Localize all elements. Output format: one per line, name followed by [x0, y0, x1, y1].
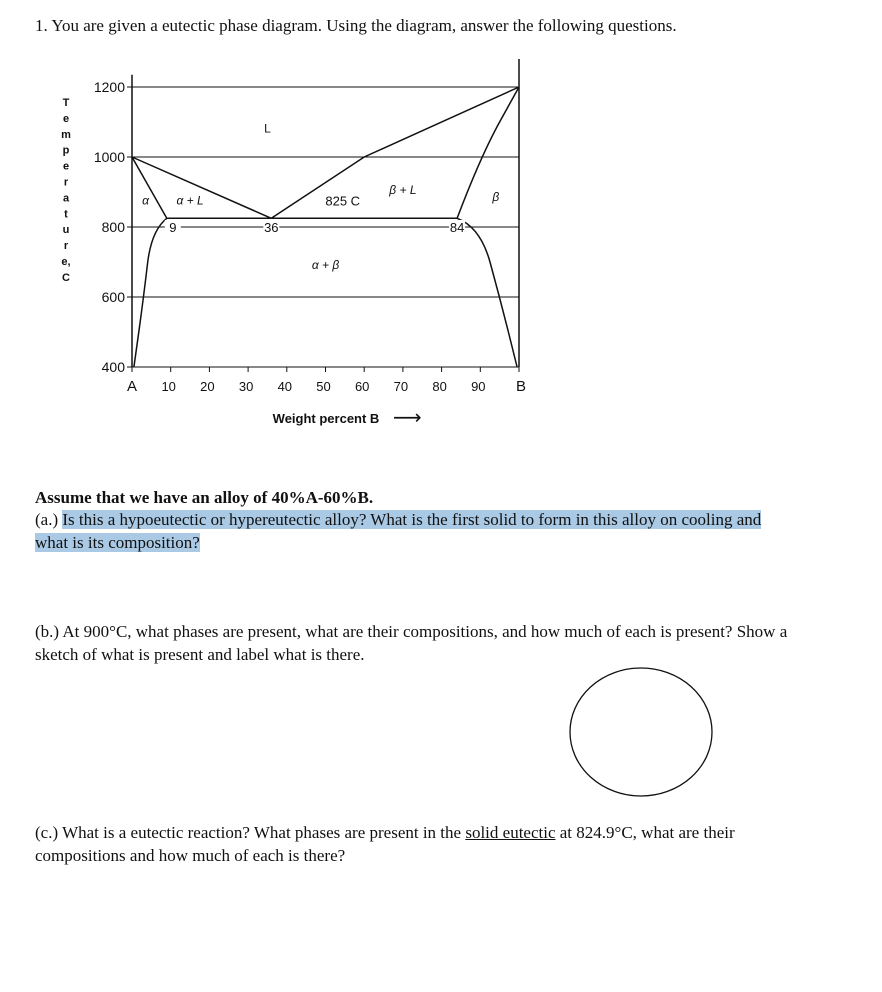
y-axis-label [61, 97, 71, 284]
x-tick-label: 70 [393, 379, 409, 394]
y-tick-label: 1200 [93, 79, 125, 95]
solvus-right [457, 218, 517, 367]
region-label: α + β [311, 258, 340, 272]
y-axis-label-letter: u [62, 224, 70, 237]
y-tick-label: 800 [101, 219, 125, 235]
sketch-circle [568, 666, 714, 798]
part-a [35, 508, 795, 554]
x-tick-label: A [126, 378, 138, 395]
axes [132, 59, 519, 367]
point-label: 9 [169, 220, 177, 235]
y-axis-label-letter: T [62, 97, 70, 109]
solid-eutectic-underlined: solid eutectic [465, 823, 556, 842]
liquidus-right [271, 87, 519, 218]
y-tick-label: 400 [101, 359, 125, 375]
part-c-text-after: at 824.9°C, what are their compositions and how much of each is there? [35, 823, 735, 865]
part-c-label: (c.) [35, 823, 59, 842]
region-label: β [492, 189, 500, 204]
y-axis-label-letter: p [62, 144, 70, 157]
liquidus-left [132, 157, 271, 218]
part-b [35, 620, 795, 666]
y-tick-label: 1000 [93, 149, 125, 165]
x-tick-label: 60 [354, 379, 370, 394]
y-axis-label-letter: r [63, 176, 69, 189]
y-axis-label-letter: e [62, 112, 70, 125]
y-tick-label: 600 [101, 289, 125, 305]
y-axis-label-letter: e [62, 160, 70, 173]
region-label: L [264, 121, 271, 136]
question-number: 1. [35, 16, 48, 35]
y-ticks [94, 79, 133, 375]
phase-diagram [0, 0, 882, 440]
x-tick-label: 90 [471, 379, 486, 394]
solidus-left [132, 157, 167, 218]
point-label: 84 [449, 220, 465, 235]
y-axis-label-letter: C [62, 271, 70, 284]
y-axis-label-letter: a [62, 192, 70, 205]
y-axis-label-letter: e, [61, 256, 71, 268]
region-label: α + L [176, 193, 204, 208]
y-axis-label-letter: r [63, 240, 69, 253]
part-c [35, 821, 795, 867]
x-tick-label: 40 [277, 379, 293, 394]
part-b-label: (b.) [35, 622, 60, 641]
solidus-right [457, 87, 519, 218]
part-c-text-before: What is a eutectic reaction? What phases are present in the [62, 823, 462, 842]
y-axis-label-letter: t [64, 208, 68, 221]
part-a-label: (a.) [35, 510, 59, 529]
point-label: 36 [264, 220, 279, 235]
alloy-assumption: Assume that we have an alloy of 40%A-60%B. [35, 488, 374, 507]
x-tick-label: 30 [238, 379, 254, 394]
x-tick-label: 80 [432, 379, 447, 394]
x-tick-label: 50 [316, 379, 331, 394]
y-axis-label-letter: m [61, 128, 71, 141]
eutectic-temperature-label: 825 C [325, 193, 361, 209]
x-ticks [127, 367, 526, 395]
question-text: You are given a eutectic phase diagram. Using the diagram, answer the following questions. [51, 16, 677, 35]
region-label: α [142, 193, 149, 208]
part-a-text: Is this a hypoeutectic or hypereutectic alloy? What is the first solid to form in this alloy on cooling and what is its composition? [35, 510, 762, 552]
x-tick-label: 20 [200, 379, 215, 394]
part-b-text: At 900°C, what phases are present, what are their compositions, and how much of each is present? Show a sketch of what is present and label what is there. [35, 622, 788, 664]
x-axis-label: Weight percent B [272, 411, 380, 426]
x-tick-label: 10 [161, 379, 176, 394]
x-tick-label: B [515, 378, 527, 395]
region-label: β + L [389, 182, 417, 197]
x-axis-arrow: ⟶ [393, 407, 422, 429]
region-labels [142, 122, 499, 273]
solvus-left [134, 218, 167, 367]
